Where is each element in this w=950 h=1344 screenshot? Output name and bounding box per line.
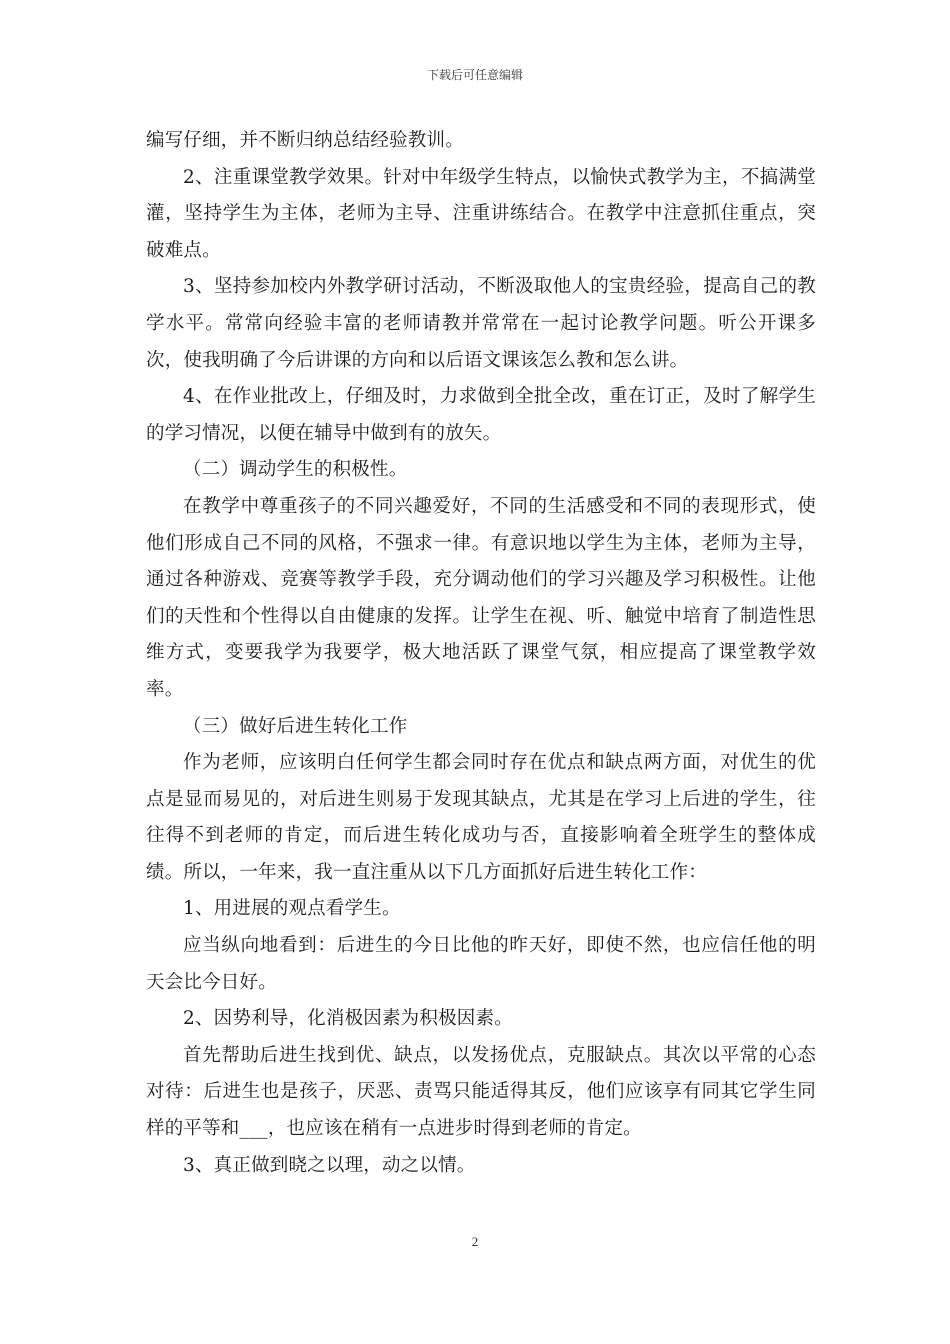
paragraph: 应当纵向地看到：后进生的今日比他的昨天好，即使不然，也应信任他的明天会比今日好。 [146,935,816,993]
paragraph: 4、在作业批改上，仔细及时，力求做到全批全改，重在订正，及时了解学生的学习情况，以便在辅导中做到有的放矢。 [146,386,816,444]
paragraph: 作为老师，应该明白任何学生都会同时存在优点和缺点两方面，对优生的优点是显而易见的，对后进生则易于发现其缺点，尤其是在学习上后进的学生，往往得不到老师的肯定，而后进生转化成功与否，直接影响着全班学生的整体成绩。所以，一年来，我一直注重从以下几方面抓好后进生转化工作： [146,752,816,883]
paragraph: 2、注重课堂教学效果。针对中年级学生特点，以愉快式教学为主，不搞满堂灌，坚持学生为主体，老师为主导、注重讲练结合。在教学中注意抓住重点，突破难点。 [146,166,816,261]
paragraph: 在教学中尊重孩子的不同兴趣爱好，不同的生活感受和不同的表现形式，使他们形成自己不同的风格，不强求一律。有意识地以学生为主体，老师为主导，通过各种游戏、竞赛等教学手段，充分调动他们的学习兴趣及学习积极性。让他们的天性和个性得以自由健康的发挥。让学生在视、听、触觉中培育了制造性思维方式，变要我学为我要学，极大地活跃了课堂气氛，相应提高了课堂教学效率。 [146,495,816,700]
paragraph: 编写仔细，并不断归纳总结经验教训。 [146,130,464,151]
document-body [146,123,816,1184]
list-item-heading: 2、因势利导，化消极因素为积极因素。 [183,1008,513,1030]
paragraph: 3、坚持参加校内外教学研讨活动，不断汲取他人的宝贵经验，提高自己的教学水平。常常向经验丰富的老师请教并常常在一起讨论教学问题。听公开课多次，使我明确了今后讲课的方向和以后语文课该怎么教和怎么讲。 [146,276,816,371]
paragraph: 首先帮助后进生找到优、缺点，以发扬优点，克服缺点。其次以平常的心态对待：后进生也是孩子，厌恶、责骂只能适得其反，他们应该享有同其它学生同样的平等和___，也应该在稍有一点进步时得到老师的肯定。 [146,1044,816,1140]
section-heading: （二）调动学生的积极性。 [183,459,408,481]
page-header: 下载后可任意编辑 [426,68,523,82]
section-heading: （三）做好后进生转化工作 [183,715,408,737]
page-number: 2 [471,1234,479,1249]
list-item-heading: 3、真正做到晓之以理，动之以情。 [183,1154,476,1176]
list-item-heading: 1、用进展的观点看学生。 [183,898,401,920]
